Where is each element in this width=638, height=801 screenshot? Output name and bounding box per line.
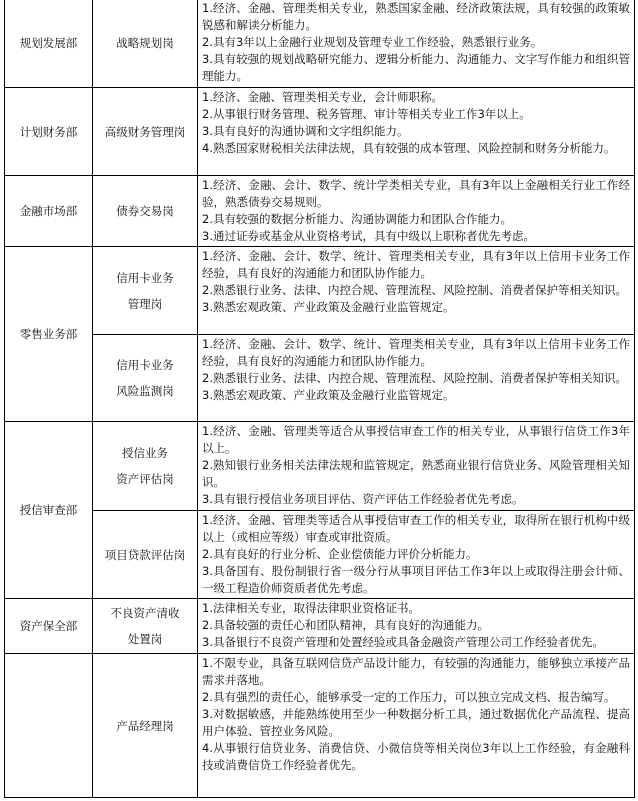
requirement-item: 1.经济、金融、会计、数学、统计、管理类相关专业，具有3年以上信用卡业务工作经验，具有良好的沟通能力和团队协作能力。 bbox=[202, 337, 630, 368]
requirement-item: 4.从事银行信贷业务、消费信贷、小微信贷等相关岗位3年以上工作经验，有金融科技或消费信贷工作经验者优先。 bbox=[202, 741, 630, 772]
requirement-item: 2.具有较强的数据分析能力、沟通协调能力和团队合作能力。 bbox=[202, 212, 512, 226]
requirements-cell bbox=[198, 88, 635, 176]
requirement-item: 2.具有3年以上金融行业规划及管理专业工作经验，熟悉银行业务。 bbox=[202, 35, 543, 49]
requirements-cell bbox=[198, 599, 635, 654]
position-title: 产品经理岗 bbox=[116, 718, 174, 733]
requirement-item: 3.具有银行授信业务项目评估、资产评估工作经验者优先考虑。 bbox=[202, 492, 524, 506]
table-row bbox=[5, 511, 635, 599]
position-cell bbox=[93, 599, 198, 654]
requirement-item: 3.熟悉宏观政策、产业政策及金融行业监管规定。 bbox=[202, 300, 455, 314]
requirement-item: 1.经济、金融、会计、数学、统计学类相关专业，具有3年以上金融相关行业工作经验，熟悉债券交易规则。 bbox=[202, 178, 630, 209]
position-cell bbox=[93, 247, 198, 335]
position-title: 信用卡业务 bbox=[116, 358, 174, 372]
requirement-item: 1.经济、金融、管理类等适合从事授信审查工作的相关专业，取得所在银行机构中级以上（或相应等级）审查或审批资质。 bbox=[202, 513, 630, 544]
requirement-item: 3.熟悉宏观政策、产业政策及金融行业监管规定。 bbox=[202, 388, 455, 402]
position-title: 风险监测岗 bbox=[116, 384, 174, 398]
requirement-item: 3.对数据敏感，并能熟练使用至少一种数据分析工具，通过数据优化产品流程、提高用户体验、管控业务风险。 bbox=[202, 707, 630, 738]
table-row bbox=[5, 335, 635, 422]
requirement-item: 2.熟悉银行业务、法律、内控合规、管理流程、风险控制、消费者保护等相关知识。 bbox=[202, 283, 627, 297]
position-cell bbox=[93, 88, 198, 176]
requirement-item: 3.具有较强的规划战略研究能力、逻辑分析能力、沟通能力、文字写作能力和组织管理能力。 bbox=[202, 52, 630, 83]
table-row bbox=[5, 176, 635, 247]
position-title: 战略规划岗 bbox=[116, 36, 174, 50]
position-title: 信用卡业务 bbox=[116, 270, 174, 285]
table-row bbox=[5, 88, 635, 176]
requirement-item: 2.熟悉银行业务、法律、内控合规、管理流程、风险控制、消费者保护等相关知识。 bbox=[202, 371, 627, 385]
table-row bbox=[5, 422, 635, 511]
requirement-item: 4.熟悉国家财税相关法律法规，具有较强的成本管理、风险控制和财务分析能力。 bbox=[202, 141, 616, 155]
position-title: 管理岗 bbox=[127, 296, 163, 311]
requirement-item: 2.具有强烈的责任心，能够承受一定的工作压力，可以独立完成文档、报告编写。 bbox=[202, 690, 616, 704]
position-cell bbox=[93, 0, 198, 88]
requirement-item: 2.从事银行财务管理、税务管理、审计等相关专业工作3年以上。 bbox=[202, 107, 531, 121]
position-cell bbox=[93, 511, 198, 599]
department-cell: 规划发展部 bbox=[5, 0, 93, 88]
department-cell bbox=[5, 654, 93, 798]
position-title: 授信业务 bbox=[122, 446, 168, 460]
requirement-item: 3.具备国有、股份制银行省一级分行从事项目评估工作3年以上或取得注册会计师、一级工程造价师资质者优先考虑。 bbox=[202, 564, 630, 595]
department-cell: 金融市场部 bbox=[5, 176, 93, 247]
position-title: 高级财务管理岗 bbox=[104, 124, 186, 139]
requirement-item: 2.具有良好的行业分析、企业偿债能力评价分析能力。 bbox=[202, 547, 478, 561]
position-cell bbox=[93, 654, 198, 798]
requirements-cell bbox=[198, 176, 635, 247]
requirement-item: 2.熟知银行业务相关法律法规和监管规定，熟悉商业银行信贷业务、风险管理相关知识。 bbox=[202, 458, 630, 489]
position-cell bbox=[93, 335, 198, 422]
requirement-item: 3.具有良好的沟通协调和文字组织能力。 bbox=[202, 124, 409, 138]
position-cell bbox=[93, 176, 198, 247]
table-row bbox=[5, 247, 635, 335]
table-row bbox=[5, 599, 635, 654]
department-cell: 零售业务部 bbox=[5, 247, 93, 422]
requirement-item: 1.经济、金融、管理类相关专业，熟悉国家金融、经济政策法规，具有较强的政策敏锐感和解读分析能力。 bbox=[202, 1, 630, 32]
job-requirements-table bbox=[4, 0, 635, 798]
requirement-item: 1.经济、金融、管理类等适合从事授信审查工作的相关专业，从事银行信贷工作3年以上。 bbox=[202, 424, 630, 455]
position-cell bbox=[93, 422, 198, 511]
department-cell: 计划财务部 bbox=[5, 88, 93, 176]
requirement-item: 1.经济、金融、管理类相关专业，会计师职称。 bbox=[202, 90, 443, 104]
table-row bbox=[5, 654, 635, 798]
department-cell: 授信审查部 bbox=[5, 422, 93, 599]
requirement-item: 1.不限专业，具备互联网信贷产品设计能力，有较强的沟通能力，能够独立承接产品需求并落地。 bbox=[202, 656, 630, 687]
requirements-cell bbox=[198, 0, 635, 88]
position-title: 处置岗 bbox=[127, 632, 163, 646]
requirement-item: 2.具备较强的责任心和团队精神，具有良好的沟通能力。 bbox=[202, 618, 489, 632]
department-cell: 资产保全部 bbox=[5, 599, 93, 654]
position-title: 资产评估岗 bbox=[116, 472, 174, 486]
requirements-cell bbox=[198, 247, 635, 335]
requirement-item: 3.通过证券或基金从业资格考试，具有中级以上职称者优先考虑。 bbox=[202, 229, 535, 243]
requirement-item: 3.具备银行不良资产管理和处置经验或具备金融资产管理公司工作经验者优先。 bbox=[202, 635, 604, 649]
requirements-cell bbox=[198, 511, 635, 599]
requirements-cell bbox=[198, 335, 635, 422]
requirements-cell bbox=[198, 422, 635, 511]
requirements-cell bbox=[198, 654, 635, 798]
position-title: 不良资产清收 bbox=[110, 606, 180, 620]
requirement-item: 1.经济、金融、会计、数学、统计、管理类相关专业，具有3年以上信用卡业务工作经验，具有良好的沟通能力和团队协作能力。 bbox=[202, 249, 630, 280]
table-row bbox=[5, 0, 635, 88]
position-title: 项目贷款评估岗 bbox=[104, 547, 186, 562]
requirement-item: 1.法律相关专业，取得法律职业资格证书。 bbox=[202, 601, 420, 615]
position-title: 债券交易岗 bbox=[116, 204, 174, 218]
